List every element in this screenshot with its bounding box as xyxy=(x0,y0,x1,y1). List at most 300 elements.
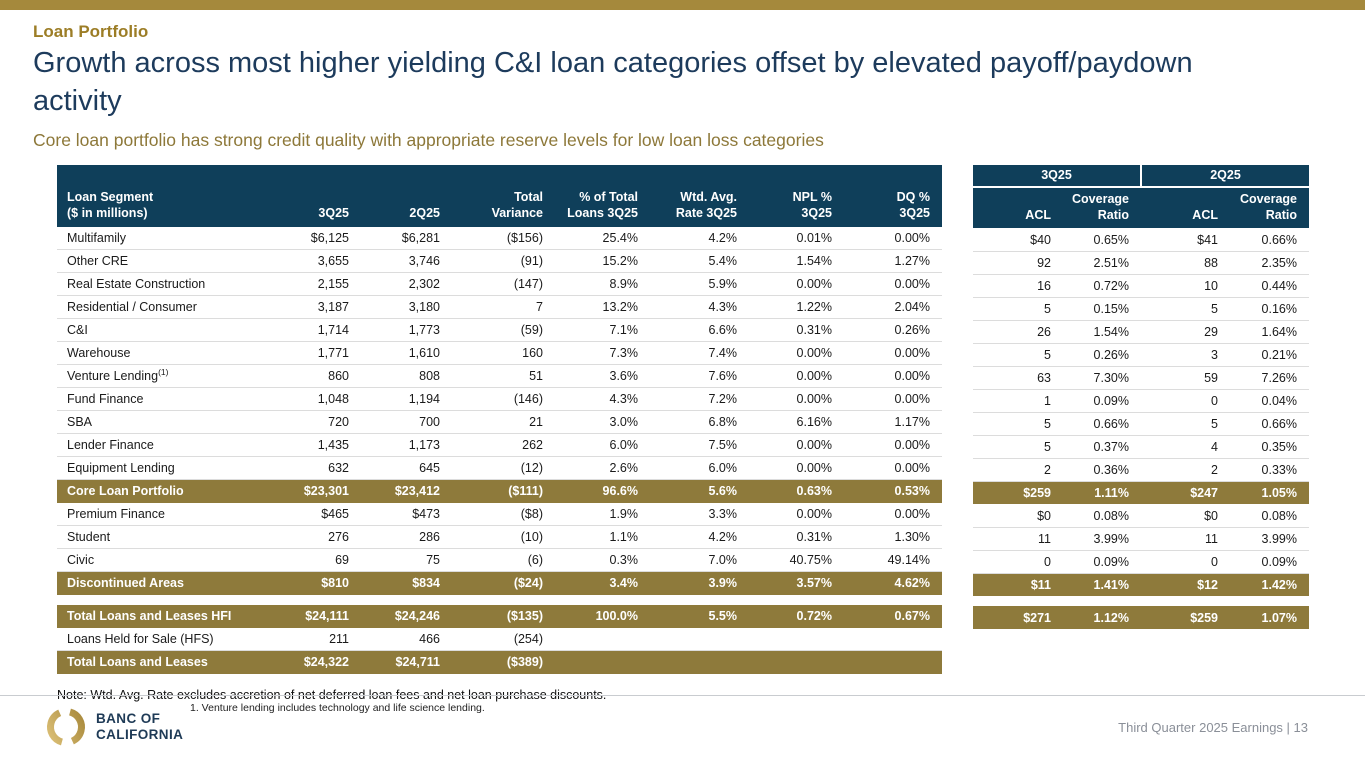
column-header xyxy=(973,187,1063,229)
header-line: 2Q25 xyxy=(409,206,440,221)
value-cell: 21 xyxy=(452,411,555,434)
value-cell: 0.66% xyxy=(1063,412,1141,435)
value-cell: 0.00% xyxy=(844,365,942,388)
column-header xyxy=(1063,187,1141,229)
value-cell: 49.14% xyxy=(844,549,942,572)
table-row xyxy=(57,651,942,674)
table-row xyxy=(57,250,942,273)
value-cell: (6) xyxy=(452,549,555,572)
table-row xyxy=(973,389,1309,412)
segment-label: Total Loans and Leases HFI xyxy=(67,609,232,624)
loan-table-body xyxy=(57,227,942,674)
value-cell: $259 xyxy=(1141,606,1230,629)
segment-cell xyxy=(57,628,255,651)
value-cell: 0.36% xyxy=(1063,458,1141,481)
value-cell: 3.99% xyxy=(1063,527,1141,550)
value-cell: $40 xyxy=(973,228,1063,251)
segment-label: Loans Held for Sale (HFS) xyxy=(67,631,214,646)
value-cell: ($111) xyxy=(452,480,555,503)
value-cell: 92 xyxy=(973,251,1063,274)
value-cell: 0.00% xyxy=(749,388,844,411)
segment-cell xyxy=(57,227,255,250)
value-cell: 0.53% xyxy=(844,480,942,503)
value-cell xyxy=(749,628,844,651)
header-line: % of Total xyxy=(579,190,638,205)
segment-label: Student xyxy=(67,530,111,545)
table-row xyxy=(973,435,1309,458)
value-cell: 1.27% xyxy=(844,250,942,273)
value-cell: 3,746 xyxy=(361,250,452,273)
value-cell: 26 xyxy=(973,320,1063,343)
acl-table-header xyxy=(973,165,1309,229)
value-cell: 0 xyxy=(1141,550,1230,573)
value-cell: 0.31% xyxy=(749,319,844,342)
value-cell: 1.05% xyxy=(1230,481,1309,504)
value-cell: 860 xyxy=(255,365,361,388)
segment-cell xyxy=(57,342,255,365)
value-cell: 3.3% xyxy=(650,503,749,526)
value-cell: 16 xyxy=(973,274,1063,297)
value-cell: 13.2% xyxy=(555,296,650,319)
header-line: 3Q25 xyxy=(899,206,930,221)
acl-coverage-table xyxy=(973,165,1309,630)
value-cell: 11 xyxy=(1141,527,1230,550)
slide-subtitle: Core loan portfolio has strong credit quality with appropriate reserve levels for low loan loss categories xyxy=(33,129,824,150)
header-line: Loans 3Q25 xyxy=(567,206,638,221)
value-cell: 262 xyxy=(452,434,555,457)
header-line: ($ in millions) xyxy=(67,206,148,221)
value-cell: 1.07% xyxy=(1230,606,1309,629)
value-cell: 0.31% xyxy=(749,526,844,549)
value-cell: 632 xyxy=(255,457,361,480)
segment-cell xyxy=(57,572,255,595)
note-text: Note: Wtd. Avg. Rate excludes accretion of net deferred loan fees and net loan purchase discounts. xyxy=(57,687,607,702)
value-cell: $41 xyxy=(1141,228,1230,251)
value-cell: 8.9% xyxy=(555,273,650,296)
value-cell: $0 xyxy=(973,504,1063,527)
value-cell: 6.0% xyxy=(555,434,650,457)
value-cell: 1,048 xyxy=(255,388,361,411)
value-cell: 2,155 xyxy=(255,273,361,296)
value-cell: 51 xyxy=(452,365,555,388)
value-cell: 1,773 xyxy=(361,319,452,342)
segment-label: Warehouse xyxy=(67,346,131,361)
value-cell: 0.09% xyxy=(1063,389,1141,412)
value-cell: 0.00% xyxy=(749,342,844,365)
header-line: DQ % xyxy=(896,190,930,205)
value-cell: 0.26% xyxy=(1063,343,1141,366)
value-cell: 5.6% xyxy=(650,480,749,503)
value-cell: 7.3% xyxy=(555,342,650,365)
value-cell: 100.0% xyxy=(555,605,650,628)
column-header xyxy=(555,165,650,227)
value-cell: 2,302 xyxy=(361,273,452,296)
table-row xyxy=(973,297,1309,320)
value-cell: 0.08% xyxy=(1063,504,1141,527)
table-row xyxy=(57,365,942,388)
table-row xyxy=(57,526,942,549)
footnote-text: 1. Venture lending includes technology and life science lending. xyxy=(190,702,485,714)
table-row xyxy=(57,457,942,480)
segment-label: Civic xyxy=(67,553,95,568)
header-line: Ratio xyxy=(1265,208,1297,223)
value-cell: 0.26% xyxy=(844,319,942,342)
value-cell: 1.64% xyxy=(1230,320,1309,343)
value-cell: 15.2% xyxy=(555,250,650,273)
value-cell: $24,711 xyxy=(361,651,452,674)
loan-segment-table xyxy=(57,165,942,674)
value-cell: 0.16% xyxy=(1230,297,1309,320)
bank-logo xyxy=(45,706,183,748)
value-cell: $6,125 xyxy=(255,227,361,250)
value-cell: (147) xyxy=(452,273,555,296)
value-cell: 4 xyxy=(1141,435,1230,458)
value-cell: 1,435 xyxy=(255,434,361,457)
value-cell: 1.54% xyxy=(749,250,844,273)
value-cell: 3,655 xyxy=(255,250,361,273)
value-cell: 160 xyxy=(452,342,555,365)
table-row xyxy=(973,251,1309,274)
value-cell: 96.6% xyxy=(555,480,650,503)
value-cell: 4.3% xyxy=(555,388,650,411)
value-cell xyxy=(844,651,942,674)
segment-cell xyxy=(57,319,255,342)
table-row xyxy=(57,605,942,628)
table-row xyxy=(57,388,942,411)
value-cell: 5.9% xyxy=(650,273,749,296)
header-line: Ratio xyxy=(1097,208,1129,223)
value-cell xyxy=(555,651,650,674)
value-cell: 808 xyxy=(361,365,452,388)
slide-eyebrow: Loan Portfolio xyxy=(33,22,149,41)
value-cell: $259 xyxy=(973,481,1063,504)
logo-ring-icon xyxy=(45,706,87,748)
value-cell: 1.42% xyxy=(1230,573,1309,596)
value-cell: 7.6% xyxy=(650,365,749,388)
segment-cell xyxy=(57,480,255,503)
value-cell: 0 xyxy=(1141,389,1230,412)
slide-footer xyxy=(0,695,1365,768)
value-cell: 0.00% xyxy=(749,365,844,388)
value-cell xyxy=(650,628,749,651)
value-cell: 2 xyxy=(973,458,1063,481)
value-cell: $24,246 xyxy=(361,605,452,628)
header-line: Coverage xyxy=(1240,191,1297,206)
value-cell: 1.11% xyxy=(1063,481,1141,504)
header-line: Wtd. Avg. xyxy=(680,190,737,205)
value-cell: 11 xyxy=(973,527,1063,550)
value-cell: $12 xyxy=(1141,573,1230,596)
value-cell: 0.00% xyxy=(844,227,942,250)
table-row xyxy=(57,628,942,651)
value-cell: 0.63% xyxy=(749,480,844,503)
value-cell: 4.2% xyxy=(650,526,749,549)
segment-cell xyxy=(57,605,255,628)
value-cell: 3.99% xyxy=(1230,527,1309,550)
page-title: Growth across most higher yielding C&I loan categories offset by elevated payoff/paydown activity xyxy=(33,47,1193,118)
spacer-cell xyxy=(57,595,942,605)
value-cell: 1.9% xyxy=(555,503,650,526)
value-cell: $834 xyxy=(361,572,452,595)
value-cell: 3.9% xyxy=(650,572,749,595)
segment-cell xyxy=(57,411,255,434)
value-cell: 5.5% xyxy=(650,605,749,628)
value-cell: 4.3% xyxy=(650,296,749,319)
segment-cell xyxy=(57,549,255,572)
segment-cell xyxy=(57,434,255,457)
value-cell: 2.04% xyxy=(844,296,942,319)
logo-wordmark xyxy=(96,711,183,742)
value-cell: 6.8% xyxy=(650,411,749,434)
value-cell: 7.30% xyxy=(1063,366,1141,389)
value-cell: ($8) xyxy=(452,503,555,526)
column-header xyxy=(255,165,361,227)
table-row xyxy=(973,320,1309,343)
value-cell: 1 xyxy=(973,389,1063,412)
value-cell: 1,194 xyxy=(361,388,452,411)
value-cell: 1.30% xyxy=(844,526,942,549)
value-cell: 3.4% xyxy=(555,572,650,595)
header-line: ACL xyxy=(1025,208,1051,223)
header-group-row xyxy=(973,165,1309,187)
value-cell: $473 xyxy=(361,503,452,526)
value-cell: 0.01% xyxy=(749,227,844,250)
value-cell: $24,111 xyxy=(255,605,361,628)
value-cell: 3,180 xyxy=(361,296,452,319)
value-cell: 63 xyxy=(973,366,1063,389)
column-header xyxy=(844,165,942,227)
table-row xyxy=(973,274,1309,297)
value-cell: 1,173 xyxy=(361,434,452,457)
value-cell: 1.12% xyxy=(1063,606,1141,629)
value-cell: 7.4% xyxy=(650,342,749,365)
value-cell: 0.00% xyxy=(844,273,942,296)
column-header xyxy=(361,165,452,227)
value-cell: 286 xyxy=(361,526,452,549)
table-row xyxy=(973,573,1309,596)
value-cell: $24,322 xyxy=(255,651,361,674)
value-cell: (146) xyxy=(452,388,555,411)
value-cell: 3.57% xyxy=(749,572,844,595)
value-cell: 0.65% xyxy=(1063,228,1141,251)
segment-cell xyxy=(57,526,255,549)
value-cell: (12) xyxy=(452,457,555,480)
value-cell: $247 xyxy=(1141,481,1230,504)
value-cell: 2.35% xyxy=(1230,251,1309,274)
header-row xyxy=(57,165,942,227)
value-cell xyxy=(555,628,650,651)
value-cell: 3,187 xyxy=(255,296,361,319)
table-row xyxy=(973,228,1309,251)
segment-label: Real Estate Construction xyxy=(67,277,206,292)
value-cell: 88 xyxy=(1141,251,1230,274)
table-row xyxy=(973,606,1309,629)
value-cell: (59) xyxy=(452,319,555,342)
value-cell: ($24) xyxy=(452,572,555,595)
value-cell: 0.44% xyxy=(1230,274,1309,297)
slide-header xyxy=(33,22,1365,151)
value-cell: 276 xyxy=(255,526,361,549)
spacer-row xyxy=(973,596,1309,606)
value-cell: 4.2% xyxy=(650,227,749,250)
column-header xyxy=(452,165,555,227)
table-row xyxy=(57,273,942,296)
value-cell: 75 xyxy=(361,549,452,572)
footnote-ref: (1) xyxy=(158,366,169,377)
value-cell: 6.16% xyxy=(749,411,844,434)
period-group-header: 2Q25 xyxy=(1141,165,1309,187)
segment-label: Multifamily xyxy=(67,230,127,245)
value-cell: 2.51% xyxy=(1063,251,1141,274)
value-cell: 7.0% xyxy=(650,549,749,572)
value-cell: 69 xyxy=(255,549,361,572)
logo-line1: BANC OF xyxy=(96,711,161,727)
value-cell: 5 xyxy=(973,412,1063,435)
value-cell: 0.00% xyxy=(844,434,942,457)
value-cell: 1.17% xyxy=(844,411,942,434)
value-cell: 7.5% xyxy=(650,434,749,457)
header-line: Rate 3Q25 xyxy=(675,206,737,221)
value-cell: 0.00% xyxy=(844,503,942,526)
value-cell: 466 xyxy=(361,628,452,651)
value-cell: 1.22% xyxy=(749,296,844,319)
table-row xyxy=(973,458,1309,481)
segment-cell xyxy=(57,296,255,319)
value-cell xyxy=(650,651,749,674)
value-cell: 0.67% xyxy=(844,605,942,628)
segment-label: Core Loan Portfolio xyxy=(67,484,184,499)
spacer-row xyxy=(57,595,942,605)
value-cell: 0.15% xyxy=(1063,297,1141,320)
value-cell: 0.35% xyxy=(1230,435,1309,458)
value-cell: 7.26% xyxy=(1230,366,1309,389)
table-row xyxy=(57,296,942,319)
segment-label: Venture Lending xyxy=(67,369,159,384)
value-cell: 720 xyxy=(255,411,361,434)
segment-label: Residential / Consumer xyxy=(67,300,197,315)
segment-label: Discontinued Areas xyxy=(67,576,184,591)
value-cell: $6,281 xyxy=(361,227,452,250)
value-cell: 0.33% xyxy=(1230,458,1309,481)
value-cell: 40.75% xyxy=(749,549,844,572)
value-cell: ($135) xyxy=(452,605,555,628)
header-line: NPL % xyxy=(792,190,832,205)
value-cell: 0.72% xyxy=(749,605,844,628)
value-cell: 4.62% xyxy=(844,572,942,595)
value-cell: $23,301 xyxy=(255,480,361,503)
value-cell: 25.4% xyxy=(555,227,650,250)
value-cell: 5 xyxy=(973,435,1063,458)
value-cell: 700 xyxy=(361,411,452,434)
segment-label: Fund Finance xyxy=(67,392,144,407)
value-cell: 59 xyxy=(1141,366,1230,389)
value-cell: $11 xyxy=(973,573,1063,596)
table-row xyxy=(973,527,1309,550)
table-row xyxy=(57,572,942,595)
value-cell: 6.0% xyxy=(650,457,749,480)
segment-label: Premium Finance xyxy=(67,506,165,521)
value-cell: 7.1% xyxy=(555,319,650,342)
table-row xyxy=(57,342,942,365)
value-cell: 5.4% xyxy=(650,250,749,273)
segment-cell xyxy=(57,457,255,480)
value-cell: 1,771 xyxy=(255,342,361,365)
value-cell: 5 xyxy=(1141,297,1230,320)
header-line: Variance xyxy=(491,206,543,221)
value-cell: 2.6% xyxy=(555,457,650,480)
value-cell: 5 xyxy=(1141,412,1230,435)
footer-page-info: Third Quarter 2025 Earnings | 13 xyxy=(1118,720,1308,735)
table-row xyxy=(57,227,942,250)
value-cell: 0.66% xyxy=(1230,228,1309,251)
header-line: Total xyxy=(514,190,543,205)
header-line: Coverage xyxy=(1072,191,1129,206)
value-cell: 0.72% xyxy=(1063,274,1141,297)
segment-cell xyxy=(57,503,255,526)
spacer-cell xyxy=(973,596,1309,606)
value-cell: 29 xyxy=(1141,320,1230,343)
segment-label: C&I xyxy=(67,323,88,338)
value-cell: 0 xyxy=(973,550,1063,573)
header-line: 3Q25 xyxy=(318,206,349,221)
value-cell: 0.00% xyxy=(749,457,844,480)
table-row xyxy=(57,503,942,526)
acl-table-body xyxy=(973,228,1309,629)
value-cell: 0.09% xyxy=(1063,550,1141,573)
value-cell: 0.00% xyxy=(749,503,844,526)
table-row xyxy=(57,319,942,342)
table-row xyxy=(57,480,942,503)
value-cell: 0.00% xyxy=(844,388,942,411)
table-row xyxy=(57,411,942,434)
value-cell: 3.0% xyxy=(555,411,650,434)
value-cell: $465 xyxy=(255,503,361,526)
value-cell: 0.37% xyxy=(1063,435,1141,458)
value-cell: 0.00% xyxy=(749,273,844,296)
segment-label: Total Loans and Leases xyxy=(67,655,208,670)
column-header xyxy=(1141,187,1230,229)
segment-cell xyxy=(57,273,255,296)
table-row xyxy=(973,366,1309,389)
table-row xyxy=(973,550,1309,573)
segment-label: SBA xyxy=(67,415,93,430)
loan-table-header xyxy=(57,165,942,227)
column-header xyxy=(650,165,749,227)
table-row xyxy=(973,481,1309,504)
header-sub-row xyxy=(973,187,1309,229)
segment-label: Other CRE xyxy=(67,254,129,269)
value-cell: 7 xyxy=(452,296,555,319)
table-row xyxy=(973,504,1309,527)
value-cell: 0.66% xyxy=(1230,412,1309,435)
value-cell: 0.09% xyxy=(1230,550,1309,573)
column-header xyxy=(749,165,844,227)
segment-cell xyxy=(57,388,255,411)
value-cell: 7.2% xyxy=(650,388,749,411)
table-row xyxy=(973,343,1309,366)
value-cell: 0.08% xyxy=(1230,504,1309,527)
value-cell: 10 xyxy=(1141,274,1230,297)
logo-line2: CALIFORNIA xyxy=(96,727,184,742)
value-cell: $271 xyxy=(973,606,1063,629)
header-line: Loan Segment xyxy=(67,190,154,205)
period-group-header: 3Q25 xyxy=(973,165,1141,187)
value-cell: ($156) xyxy=(452,227,555,250)
value-cell: 1.54% xyxy=(1063,320,1141,343)
value-cell: (91) xyxy=(452,250,555,273)
header-line: 3Q25 xyxy=(801,206,832,221)
value-cell: 0.21% xyxy=(1230,343,1309,366)
